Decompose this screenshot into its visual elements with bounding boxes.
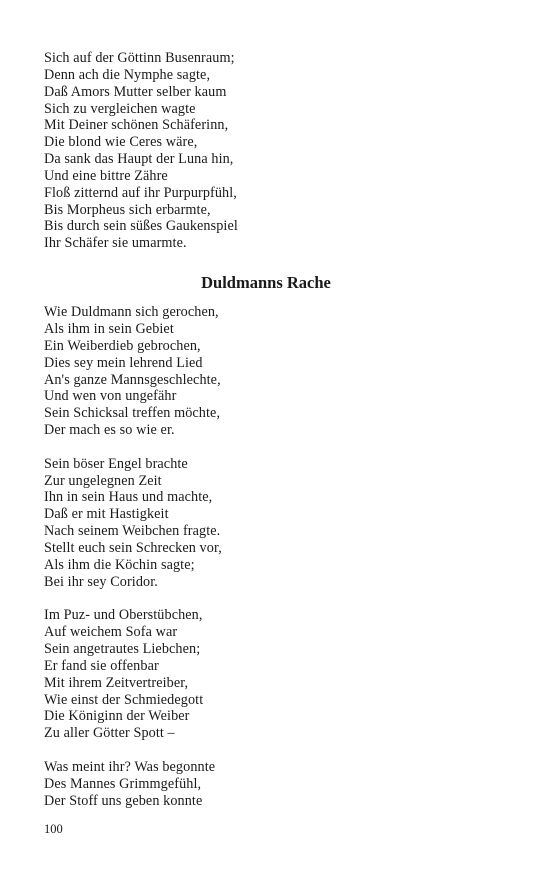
verse-line: Bis durch sein süßes Gaukenspiel [44,218,238,235]
verse-line: Als ihm in sein Gebiet [44,320,174,337]
poem-title: Duldmanns Rache [201,273,331,293]
stanza-gap [44,590,514,607]
verse-line: Mit Deiner schönen Schäferinn, [44,117,229,134]
verse-line: Des Mannes Grimmgefühl, [44,775,202,792]
stanza-gap [44,742,514,759]
verse-line: Auf weichem Sofa war [44,624,178,641]
verse-line: Zur ungelegnen Zeit [44,472,162,489]
verse-line: Bis Morpheus sich erbarmte, [44,201,211,218]
verse-line: Ihn in sein Haus und machte, [44,489,213,506]
verse-line: Mit ihrem Zeitvertreiber, [44,674,189,691]
verse-line: Stellt euch sein Schrecken vor, [44,539,222,556]
page-body [44,50,514,809]
verse-line: Bei ihr sey Coridor. [44,573,158,590]
verse-line: Sein Schicksal treffen möchte, [44,405,221,422]
verse-line: Der Stoff uns geben konnte [44,792,203,809]
verse-line: Zu aller Götter Spott – [44,725,175,742]
verse-line: Was meint ihr? Was begonnte [44,758,216,775]
verse-line: Wie Duldmann sich gerochen, [44,304,219,321]
verse-line: Wie einst der Schmiedegott [44,691,204,708]
verse-line: Ihr Schäfer sie umarmte. [44,235,187,252]
verse-line: Daß Amors Mutter selber kaum [44,83,227,100]
verse-line: Als ihm die Köchin sagte; [44,556,195,573]
verse-line: Ein Weiberdieb gebrochen, [44,337,201,354]
verse-line: Und wen von ungefähr [44,388,177,405]
verse-line: Sich auf der Göttinn Busenraum; [44,50,235,66]
verse-line: Im Puz- und Oberstübchen, [44,607,203,624]
page-number: 100 [44,822,63,836]
verse-line: An's ganze Mannsgeschlechte, [44,371,221,388]
verse-line: Denn ach die Nymphe sagte, [44,66,211,83]
verse-line: Sein angetrautes Liebchen; [44,641,201,657]
stanza-4 [44,759,514,810]
verse-line: Da sank das Haupt der Luna hin, [44,151,234,168]
verse-line: Nach seinem Weibchen fragte. [44,523,221,540]
intro-stanza [44,50,514,252]
verse-line: Die blond wie Ceres wäre, [44,134,198,151]
stanza-2 [44,456,514,591]
verse-line: Die Königinn der Weiber [44,708,190,725]
verse-line: Sich zu vergleichen wagte [44,100,196,117]
verse-line: Dies sey mein lehrend Lied [44,354,203,371]
stanza-3 [44,607,514,742]
verse-line: Der mach es so wie er. [44,422,175,439]
verse-line: Und eine bittre Zähre [44,167,168,184]
stanza-gap [44,439,514,456]
stanza-1 [44,304,514,439]
verse-line: Er fand sie offenbar [44,657,159,674]
verse-line: Sein böser Engel brachte [44,455,188,472]
verse-line: Floß zitternd auf ihr Purpurpfühl, [44,184,237,201]
verse-line: Daß er mit Hastigkeit [44,506,169,523]
